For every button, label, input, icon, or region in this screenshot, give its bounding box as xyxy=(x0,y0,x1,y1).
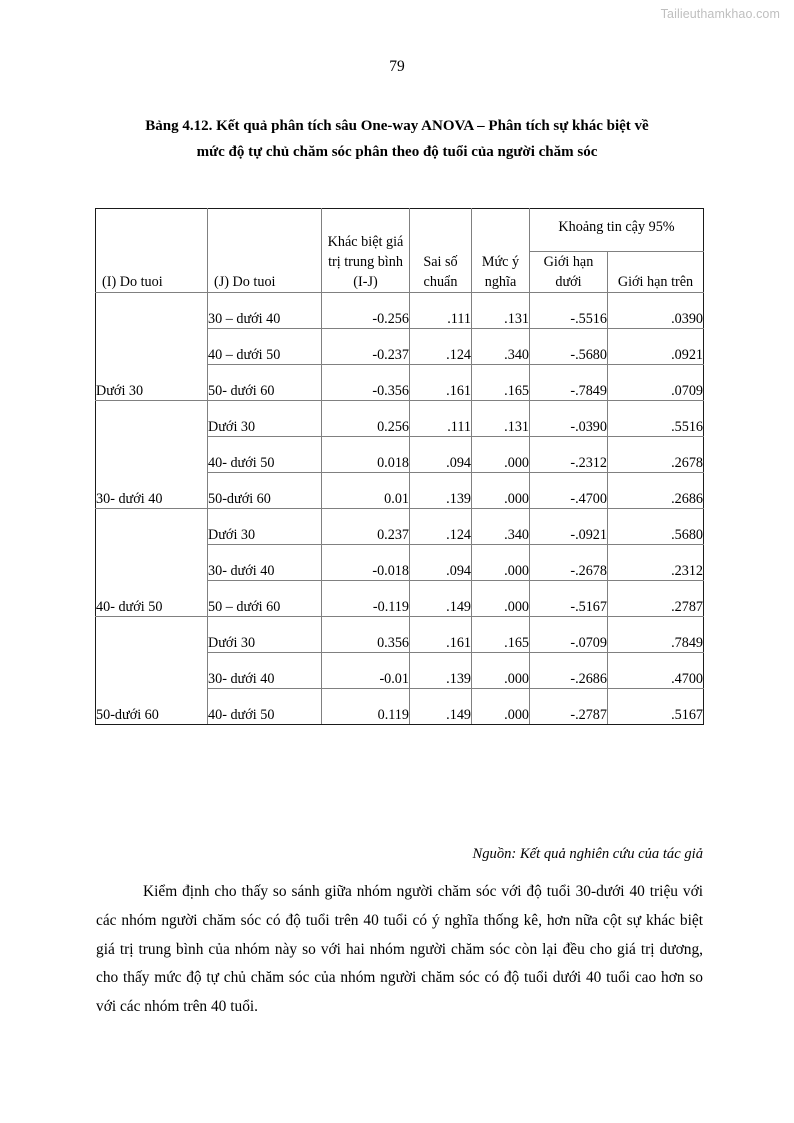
cell-ci-upper: .0709 xyxy=(608,365,704,401)
cell-std-error: .149 xyxy=(410,581,472,617)
cell-ci-upper: .0390 xyxy=(608,293,704,329)
cell-significance: .131 xyxy=(472,293,530,329)
cell-ci-lower: -.4700 xyxy=(530,473,608,509)
group-label-cell: Dưới 30 xyxy=(96,293,208,401)
anova-table-container xyxy=(95,208,703,725)
table-body xyxy=(96,293,704,725)
table-row xyxy=(96,401,704,437)
cell-significance: .000 xyxy=(472,581,530,617)
cell-j-age-group: 50 – dưới 60 xyxy=(208,581,322,617)
anova-posthoc-table xyxy=(95,208,704,725)
table-header xyxy=(96,209,704,293)
cell-j-age-group: Dưới 30 xyxy=(208,617,322,653)
cell-significance: .131 xyxy=(472,401,530,437)
cell-std-error: .124 xyxy=(410,509,472,545)
cell-ci-upper: .2686 xyxy=(608,473,704,509)
cell-ci-upper: .2312 xyxy=(608,545,704,581)
cell-ci-upper: .4700 xyxy=(608,653,704,689)
group-label-cell: 40- dưới 50 xyxy=(96,509,208,617)
cell-significance: .340 xyxy=(472,509,530,545)
cell-ci-upper: .0921 xyxy=(608,329,704,365)
cell-significance: .000 xyxy=(472,545,530,581)
table-title-line-1: Bảng 4.12. Kết quả phân tích sâu One-way ANOVA – Phân tích sự khác biệt về xyxy=(145,118,649,134)
cell-j-age-group: 50- dưới 60 xyxy=(208,365,322,401)
cell-significance: .165 xyxy=(472,617,530,653)
cell-mean-difference: 0.018 xyxy=(322,437,410,473)
cell-mean-difference: -0.119 xyxy=(322,581,410,617)
cell-ci-lower: -.0390 xyxy=(530,401,608,437)
cell-mean-difference: 0.237 xyxy=(322,509,410,545)
header-ci-lower: Giới hạn dưới xyxy=(530,252,608,293)
cell-j-age-group: 40- dưới 50 xyxy=(208,437,322,473)
cell-ci-upper: .5680 xyxy=(608,509,704,545)
cell-significance: .000 xyxy=(472,653,530,689)
cell-mean-difference: -0.01 xyxy=(322,653,410,689)
cell-std-error: .094 xyxy=(410,437,472,473)
cell-mean-difference: -0.356 xyxy=(322,365,410,401)
cell-ci-lower: -.0709 xyxy=(530,617,608,653)
cell-std-error: .094 xyxy=(410,545,472,581)
cell-j-age-group: 40- dưới 50 xyxy=(208,689,322,725)
table-row xyxy=(96,293,704,329)
cell-significance: .000 xyxy=(472,473,530,509)
page-number: 79 xyxy=(389,58,405,75)
cell-ci-upper: .5167 xyxy=(608,689,704,725)
cell-mean-difference: 0.356 xyxy=(322,617,410,653)
cell-significance: .165 xyxy=(472,365,530,401)
cell-j-age-group: Dưới 30 xyxy=(208,509,322,545)
cell-std-error: .124 xyxy=(410,329,472,365)
cell-ci-lower: -.2312 xyxy=(530,437,608,473)
cell-mean-difference: -0.018 xyxy=(322,545,410,581)
header-col-i: (I) Do tuoi xyxy=(96,209,208,293)
cell-ci-lower: -.0921 xyxy=(530,509,608,545)
header-confidence-interval: Khoảng tin cậy 95% xyxy=(530,209,704,252)
cell-std-error: .161 xyxy=(410,365,472,401)
cell-std-error: .139 xyxy=(410,473,472,509)
cell-ci-lower: -.5167 xyxy=(530,581,608,617)
cell-ci-lower: -.5516 xyxy=(530,293,608,329)
cell-ci-upper: .5516 xyxy=(608,401,704,437)
cell-significance: .000 xyxy=(472,437,530,473)
header-significance: Mức ý nghĩa xyxy=(472,209,530,293)
header-col-j: (J) Do tuoi xyxy=(208,209,322,293)
cell-j-age-group: 30- dưới 40 xyxy=(208,545,322,581)
cell-mean-difference: 0.01 xyxy=(322,473,410,509)
cell-significance: .000 xyxy=(472,689,530,725)
site-watermark: Tailieuthamkhao.com xyxy=(660,7,780,21)
cell-std-error: .111 xyxy=(410,401,472,437)
cell-mean-difference: 0.256 xyxy=(322,401,410,437)
cell-std-error: .139 xyxy=(410,653,472,689)
group-label-cell: 30- dưới 40 xyxy=(96,401,208,509)
table-row xyxy=(96,509,704,545)
table-title-line-2: mức độ tự chủ chăm sóc phân theo độ tuổi của người chăm sóc xyxy=(196,144,598,161)
header-row-top xyxy=(96,209,704,252)
cell-j-age-group: 30- dưới 40 xyxy=(208,653,322,689)
cell-ci-lower: -.5680 xyxy=(530,329,608,365)
cell-ci-upper: .2678 xyxy=(608,437,704,473)
cell-mean-difference: -0.237 xyxy=(322,329,410,365)
cell-ci-lower: -.2686 xyxy=(530,653,608,689)
cell-std-error: .149 xyxy=(410,689,472,725)
cell-std-error: .111 xyxy=(410,293,472,329)
header-mean-difference: Khác biệt giá trị trung bình (I-J) xyxy=(322,209,410,293)
cell-std-error: .161 xyxy=(410,617,472,653)
source-note: Nguồn: Kết quả nghiên cứu của tác giả xyxy=(472,846,703,862)
cell-ci-upper: .7849 xyxy=(608,617,704,653)
cell-j-age-group: 50-dưới 60 xyxy=(208,473,322,509)
cell-ci-lower: -.7849 xyxy=(530,365,608,401)
cell-significance: .340 xyxy=(472,329,530,365)
cell-ci-upper: .2787 xyxy=(608,581,704,617)
cell-j-age-group: Dưới 30 xyxy=(208,401,322,437)
cell-ci-lower: -.2678 xyxy=(530,545,608,581)
cell-mean-difference: 0.119 xyxy=(322,689,410,725)
cell-mean-difference: -0.256 xyxy=(322,293,410,329)
cell-ci-lower: -.2787 xyxy=(530,689,608,725)
header-std-error: Sai số chuẩn xyxy=(410,209,472,293)
header-ci-upper: Giới hạn trên xyxy=(608,252,704,293)
analysis-paragraph: Kiểm định cho thấy so sánh giữa nhóm người chăm sóc với độ tuổi 30-dưới 40 triệu với các nhóm người chăm sóc có độ tuổi trên 40 tuổi có ý nghĩa thống kê, hơn nữa cột sự khác biệt giá trị trung bình của nhóm này so với hai nhóm người chăm sóc còn lại đều cho giá trị dương, cho thấy mức độ tự chủ chăm sóc của nhóm người chăm sóc có độ tuổi dưới 40 tuổi cao hơn so với các nhóm trên 40 tuổi. xyxy=(96,883,703,1016)
cell-j-age-group: 40 – dưới 50 xyxy=(208,329,322,365)
table-title xyxy=(97,113,697,166)
group-label-cell: 50-dưới 60 xyxy=(96,617,208,725)
table-row xyxy=(96,617,704,653)
cell-j-age-group: 30 – dưới 40 xyxy=(208,293,322,329)
